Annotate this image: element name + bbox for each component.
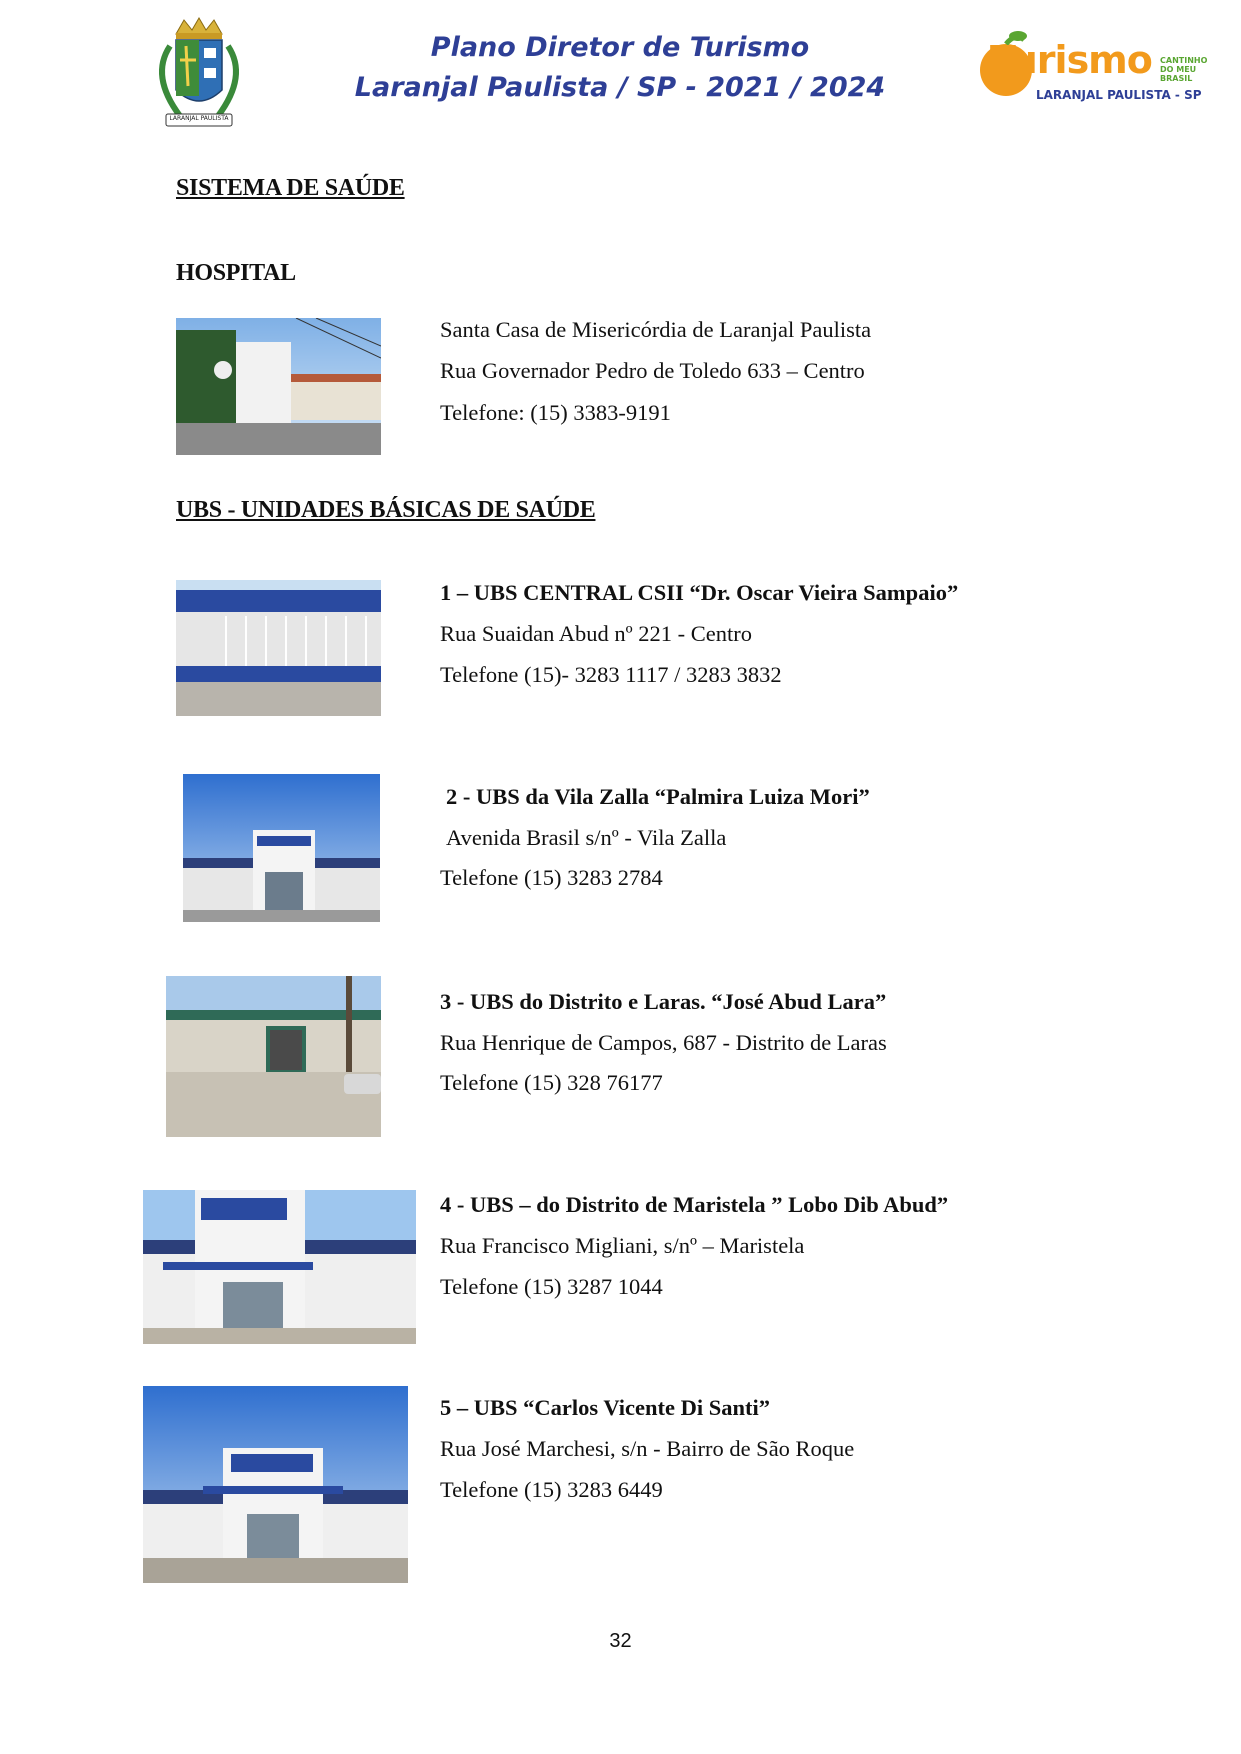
tourism-logo-sub: LARANJAL PAULISTA - SP — [1036, 88, 1202, 102]
hospital-address: Rua Governador Pedro de Toledo 633 – Centro — [440, 358, 865, 383]
ubs-5-address: Rua José Marchesi, s/n - Bairro de São Roque — [440, 1436, 855, 1461]
ubs-1-photo — [176, 580, 381, 716]
hospital-phone: Telefone: (15) 3383-9191 — [440, 400, 671, 425]
ubs-4-address: Rua Francisco Migliani, s/nº – Maristela — [440, 1233, 805, 1258]
tourism-logo — [978, 26, 1208, 108]
health-system-heading: SISTEMA DE SAÚDE — [176, 175, 405, 201]
hospital-heading: HOSPITAL — [176, 260, 296, 286]
ubs-3-address: Rua Henrique de Campos, 687 - Distrito de Laras — [440, 1030, 887, 1055]
ubs-4-title: 4 - UBS – do Distrito de Maristela ” Lobo Dib Abud” — [440, 1192, 949, 1217]
coat-of-arms — [140, 16, 258, 136]
document-title-line-2: Laranjal Paulista / SP - 2021 / 2024 — [354, 72, 886, 103]
ubs-5-photo — [143, 1386, 408, 1583]
tourism-logo-tag-2: DO MEU — [1160, 65, 1197, 74]
ubs-1-phone: Telefone (15)- 3283 1117 / 3283 3832 — [440, 662, 782, 687]
page-number: 32 — [609, 1630, 632, 1652]
coat-of-arms-caption: LARANJAL PAULISTA — [169, 115, 229, 122]
tourism-logo-main: Turismo — [990, 38, 1152, 82]
ubs-3-photo — [166, 976, 381, 1137]
ubs-1-title: 1 – UBS CENTRAL CSII “Dr. Oscar Vieira Sampaio” — [440, 580, 959, 605]
ubs-5-phone: Telefone (15) 3283 6449 — [440, 1477, 663, 1502]
tourism-logo-tag-1: CANTINHO — [1160, 56, 1208, 65]
document-title-line-1: Plano Diretor de Turismo — [430, 32, 810, 63]
ubs-3-phone: Telefone (15) 328 76177 — [440, 1070, 663, 1095]
tourism-logo-tag-3: BRASIL — [1160, 74, 1193, 83]
ubs-4-phone: Telefone (15) 3287 1044 — [440, 1274, 663, 1299]
ubs-2-photo — [183, 774, 380, 922]
ubs-2-phone: Telefone (15) 3283 2784 — [440, 865, 663, 890]
hospital-name: Santa Casa de Misericórdia de Laranjal Paulista — [440, 317, 872, 342]
ubs-2-address: Avenida Brasil s/nº - Vila Zalla — [446, 825, 727, 850]
hospital-photo — [176, 318, 381, 455]
ubs-3-title: 3 - UBS do Distrito e Laras. “José Abud Lara” — [440, 989, 887, 1014]
ubs-1-address: Rua Suaidan Abud nº 221 - Centro — [440, 621, 752, 646]
ubs-4-photo — [143, 1190, 416, 1344]
ubs-heading: UBS - UNIDADES BÁSICAS DE SAÚDE — [176, 497, 596, 523]
ubs-5-title: 5 – UBS “Carlos Vicente Di Santi” — [440, 1395, 771, 1420]
ubs-2-title: 2 - UBS da Vila Zalla “Palmira Luiza Mori” — [446, 784, 870, 809]
